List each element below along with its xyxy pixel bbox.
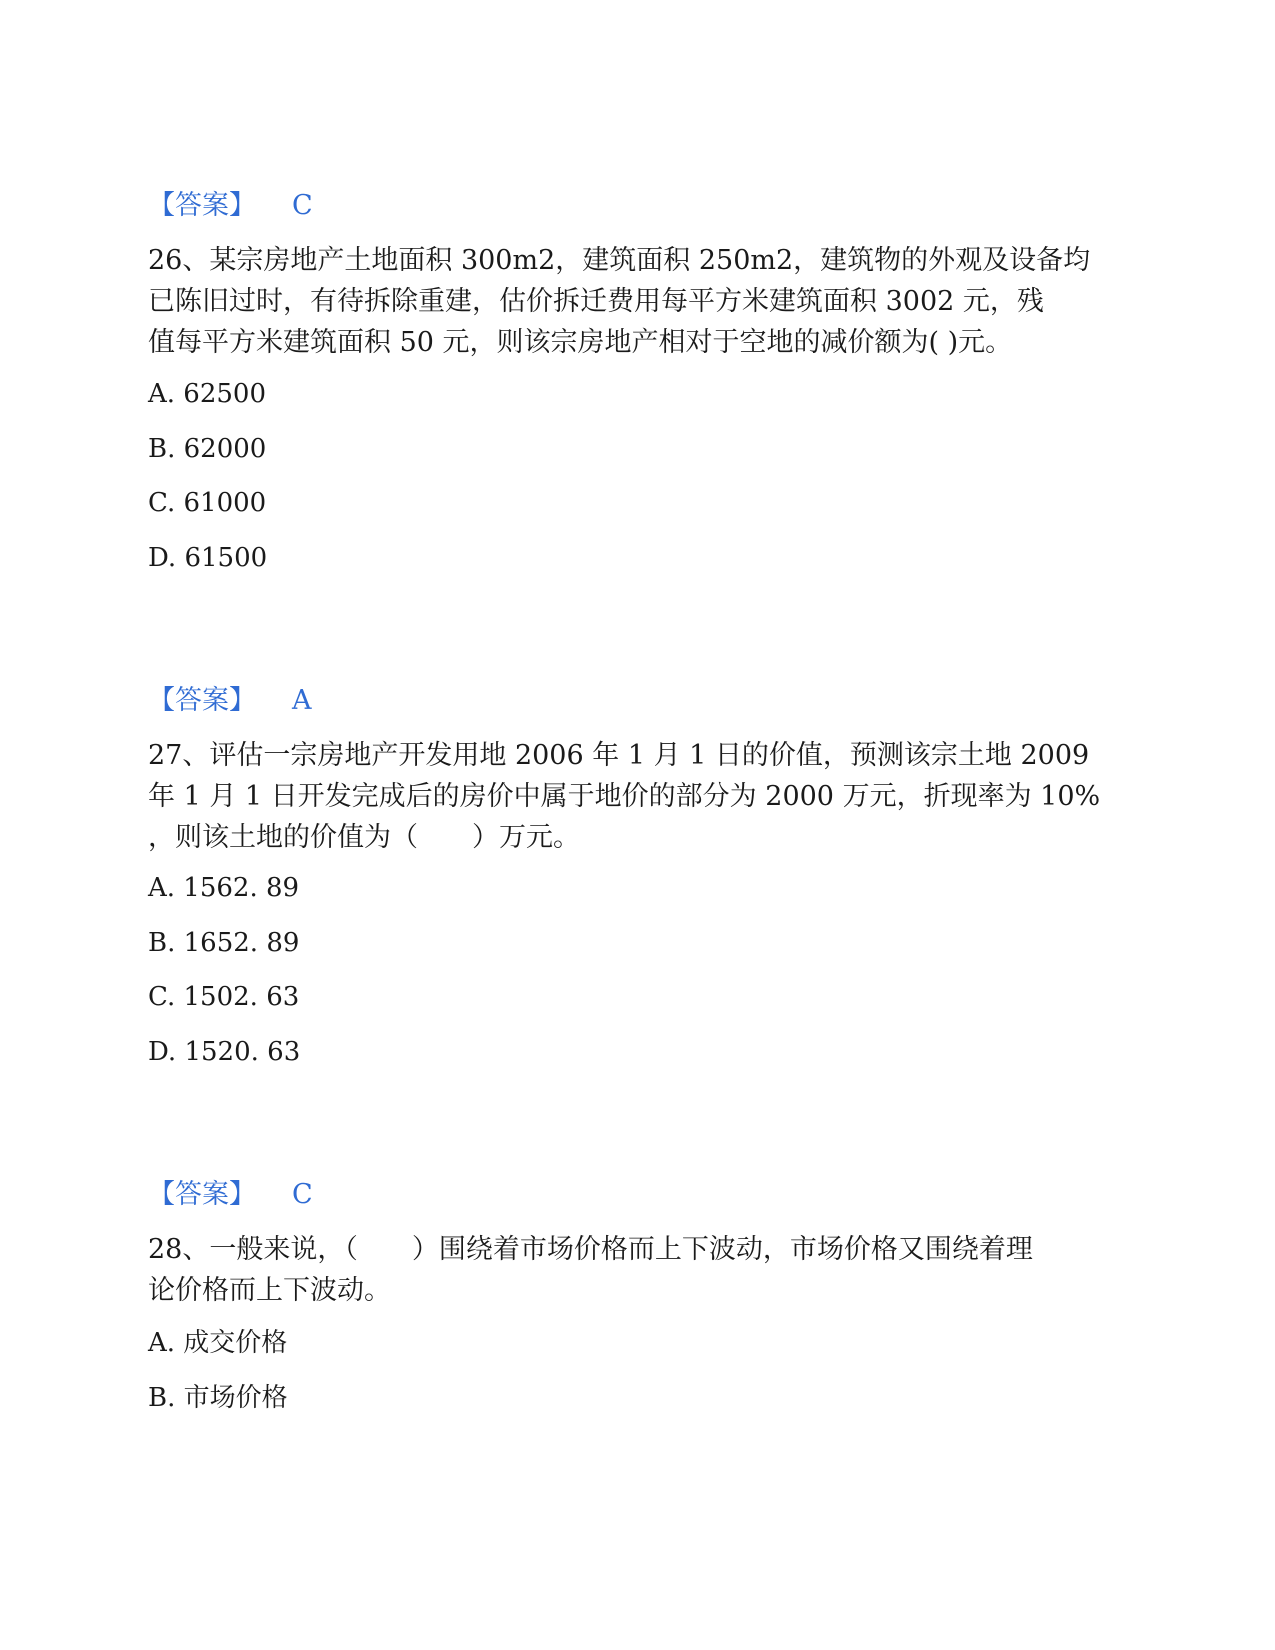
answer-value: A — [292, 685, 312, 716]
answer-label: 【答案】 — [148, 685, 256, 716]
question-line: 已陈旧过时，有待拆除重建，估价拆迁费用每平方米建筑面积 3002 元，残 — [148, 286, 1044, 317]
question-line: 28、一般来说，（ ）围绕着市场价格而上下波动，市场价格又围绕着理 — [148, 1234, 1033, 1265]
option-a: A. 成交价格 — [148, 1328, 288, 1358]
option-a: A. 62500 — [148, 379, 267, 409]
option-b: B. 62000 — [148, 434, 267, 464]
question-line: 论价格而上下波动。 — [148, 1275, 391, 1306]
option-b: B. 市场价格 — [148, 1383, 288, 1413]
option-d: D. 61500 — [148, 543, 268, 573]
option-b: B. 1652. 89 — [148, 928, 300, 958]
option-d: D. 1520. 63 — [148, 1037, 301, 1067]
option-a: A. 1562. 89 — [148, 873, 300, 903]
answer-line — [148, 681, 312, 721]
answer-value: C — [292, 1179, 313, 1210]
question-text — [148, 240, 1108, 363]
answer-value: C — [292, 190, 313, 221]
answer-label: 【答案】 — [148, 1179, 256, 1210]
option-c: C. 61000 — [148, 488, 267, 518]
answer-label: 【答案】 — [148, 190, 256, 221]
question-line: 年 1 月 1 日开发完成后的房价中属于地价的部分为 2000 万元，折现率为 10% — [148, 781, 1101, 812]
question-line: 值每平方米建筑面积 50 元，则该宗房地产相对于空地的减价额为( )元。 — [148, 327, 1013, 358]
question-line: 26、某宗房地产土地面积 300m2，建筑面积 250m2，建筑物的外观及设备均 — [148, 245, 1091, 276]
question-text — [148, 735, 1108, 858]
question-text — [148, 1229, 1108, 1311]
answer-line — [148, 186, 313, 226]
answer-line — [148, 1175, 313, 1215]
option-c: C. 1502. 63 — [148, 982, 300, 1012]
question-line: ，则该土地的价值为（ ）万元。 — [148, 822, 580, 853]
question-line: 27、评估一宗房地产开发用地 2006 年 1 月 1 日的价值，预测该宗土地 2009 — [148, 740, 1090, 771]
